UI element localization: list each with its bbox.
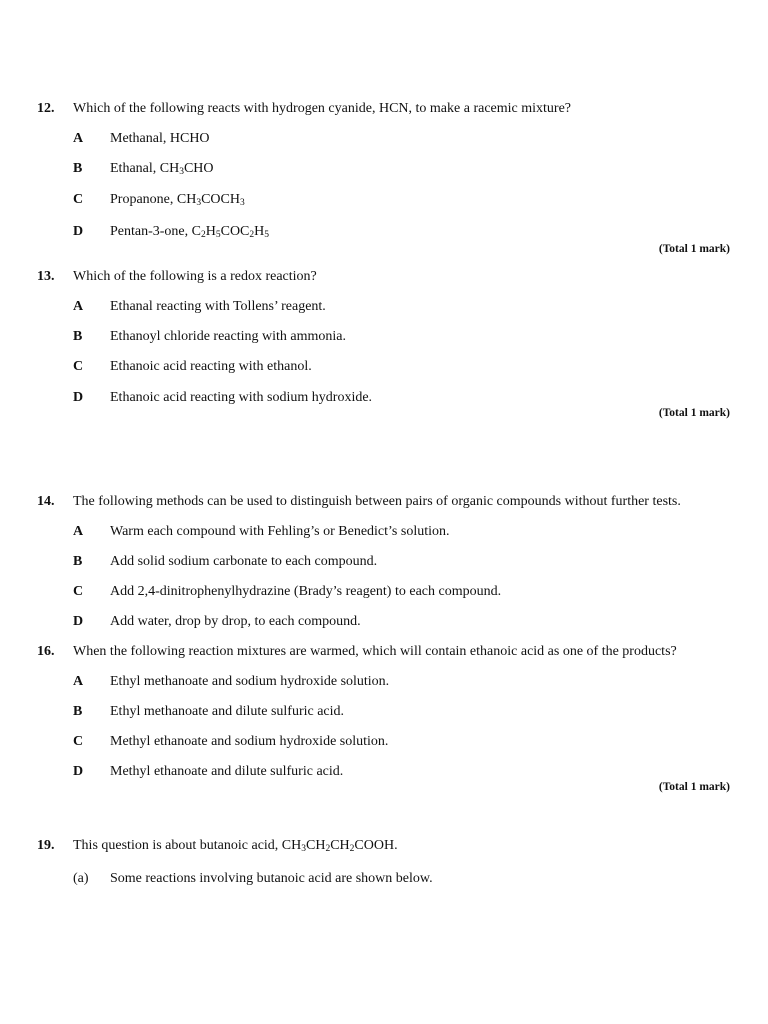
question-number: 12. [37, 101, 55, 116]
option-text: Ethanoic acid reacting with ethanol. [110, 359, 312, 374]
total-mark: (Total 1 mark) [658, 781, 730, 793]
option-a [0, 299, 768, 317]
total-mark: (Total 1 mark) [658, 407, 730, 419]
sub-question-a [0, 871, 768, 889]
option-letter: A [73, 524, 84, 539]
option-letter: B [73, 161, 83, 176]
option-letter: D [73, 764, 84, 779]
option-b [0, 161, 768, 179]
sub-question-text: Some reactions involving butanoic acid are shown below. [110, 871, 433, 886]
option-c [0, 359, 768, 377]
option-a [0, 674, 768, 692]
question-text: Which of the following reacts with hydrogen cyanide, HCN, to make a racemic mixture? [73, 101, 571, 116]
option-letter: C [73, 734, 84, 749]
question-text: When the following reaction mixtures are warmed, which will contain ethanoic acid as one of the products? [73, 644, 677, 659]
option-letter: D [73, 614, 84, 629]
option-text: Propanone, $CH_3COCH_3$ [110, 192, 245, 208]
option-letter: C [73, 584, 84, 599]
option-letter: B [73, 554, 83, 569]
option-text: Add solid sodium carbonate to each compound. [110, 554, 378, 569]
option-b [0, 329, 768, 347]
option-text: Pentan-3-one, $C_2H_5COC_2H_5$ [110, 224, 270, 240]
option-text: Ethanal, $CH_3CHO$ [110, 161, 214, 177]
option-c [0, 192, 768, 210]
option-letter: D [73, 224, 84, 239]
option-letter: A [73, 299, 84, 314]
option-text: Ethanoic acid reacting with sodium hydroxide. [110, 390, 373, 405]
option-text: Methyl ethanoate and sodium hydroxide solution. [110, 734, 389, 749]
option-c [0, 734, 768, 752]
option-text: Methanal, HCHO [110, 131, 210, 146]
option-letter: A [73, 131, 84, 146]
question-number: 16. [37, 644, 55, 659]
option-letter: D [73, 390, 84, 405]
option-text: Ethyl methanoate and dilute sulfuric acid. [110, 704, 345, 719]
question-number: 14. [37, 494, 55, 509]
question-text: Which of the following is a redox reaction? [73, 269, 317, 284]
option-text: Add 2,4-dinitrophenylhydrazine (Brady’s reagent) to each compound. [110, 584, 502, 599]
option-c [0, 584, 768, 602]
option-letter: C [73, 192, 84, 207]
option-d [0, 614, 768, 632]
option-letter: B [73, 329, 83, 344]
option-d [0, 390, 768, 408]
question-text: The following methods can be used to distinguish between pairs of organic compounds without further tests. [73, 494, 681, 509]
question-text: This question is about butanoic acid, $CH_3CH_2CH_2COOH$. [73, 838, 398, 854]
option-text: Add water, drop by drop, to each compound. [110, 614, 361, 629]
option-text: Ethanal reacting with Tollens’ reagent. [110, 299, 326, 314]
option-letter: B [73, 704, 83, 719]
sub-question-label: (a) [73, 871, 89, 886]
option-letter: A [73, 674, 84, 689]
question-number: 19. [37, 838, 55, 853]
option-b [0, 554, 768, 572]
total-mark: (Total 1 mark) [658, 243, 730, 255]
option-d [0, 764, 768, 782]
option-text: Warm each compound with Fehling’s or Benedict’s solution. [110, 524, 450, 539]
option-text: Ethyl methanoate and sodium hydroxide solution. [110, 674, 390, 689]
option-d [0, 224, 768, 242]
question-number: 13. [37, 269, 55, 284]
option-text: Methyl ethanoate and dilute sulfuric acid. [110, 764, 344, 779]
option-b [0, 704, 768, 722]
option-letter: C [73, 359, 84, 374]
option-a [0, 524, 768, 542]
option-text: Ethanoyl chloride reacting with ammonia. [110, 329, 346, 344]
option-a [0, 131, 768, 149]
